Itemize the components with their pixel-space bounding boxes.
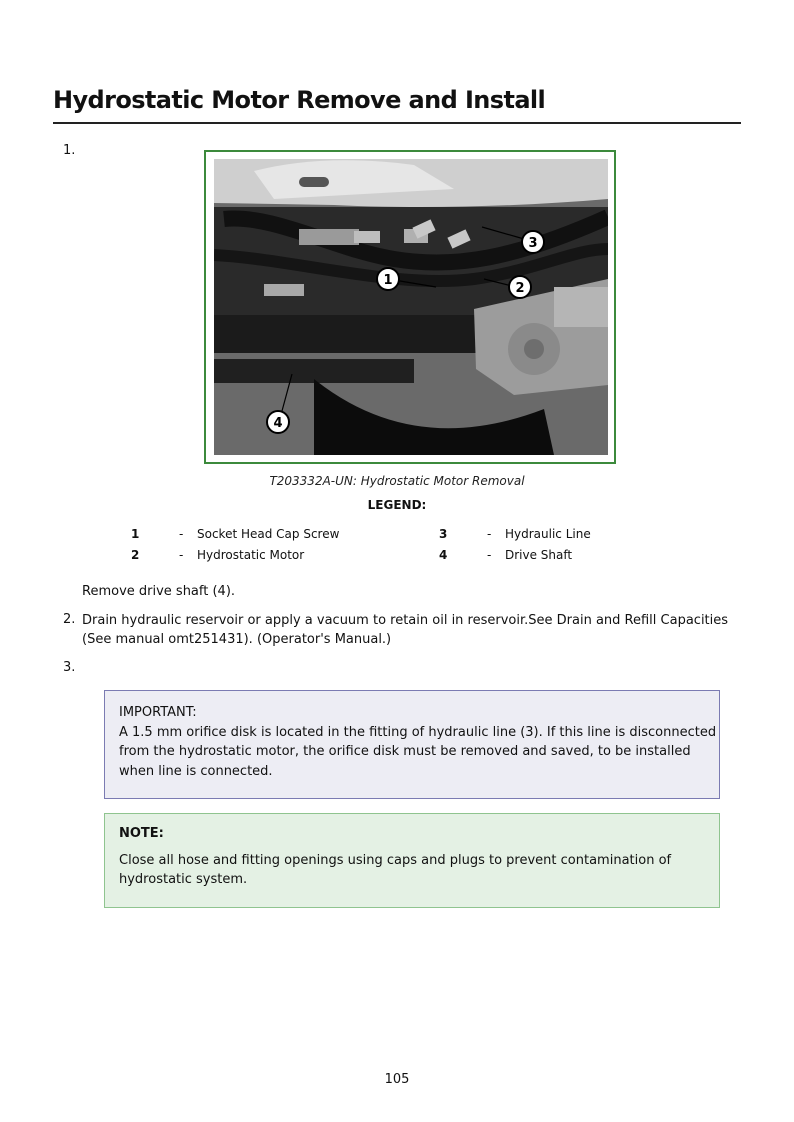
legend-item-number: 3	[439, 527, 448, 541]
title-rule	[53, 122, 741, 124]
note-line: Close all hose and fitting openings using caps and plugs to prevent contamination of	[119, 852, 672, 868]
note-heading: NOTE:	[119, 826, 164, 841]
note-line: hydrostatic system.	[119, 872, 248, 887]
figure-caption: T203332A-UN: Hydrostatic Motor Removal	[269, 474, 525, 488]
important-line: A 1.5 mm orifice disk is located in the fitting of hydraulic line (3). If this line is disconnected	[119, 724, 717, 740]
step-1-text: Remove drive shaft (4).	[82, 584, 236, 599]
step-2-text-line-2: (See manual omt251431). (Operator's Manual.)	[82, 632, 392, 647]
legend-item-number: 2	[131, 548, 140, 562]
svg-text:2: 2	[515, 281, 525, 296]
legend-item-number: 1	[131, 527, 140, 541]
callout-2	[509, 276, 531, 298]
legend-item-dash: -	[487, 527, 492, 541]
svg-text:1: 1	[383, 273, 393, 288]
legend-item-dash: -	[179, 527, 184, 541]
hydrostatic-motor-photo	[214, 159, 608, 455]
page-number: 105	[384, 1072, 410, 1087]
note-box	[104, 813, 720, 908]
step-1-number: 1.	[63, 143, 76, 158]
important-line: when line is connected.	[119, 763, 273, 779]
figure-frame	[204, 150, 616, 464]
callout-3	[522, 231, 544, 253]
step-2-text-line-1: Drain hydraulic reservoir or apply a vacuum to retain oil in reservoir.See Drain and Refill Capacities	[82, 613, 729, 628]
page-title: Hydrostatic Motor Remove and Install	[53, 86, 546, 114]
legend-item-dash: -	[487, 548, 492, 562]
legend-item-dash: -	[179, 548, 184, 562]
legend-item-label: Drive Shaft	[505, 548, 573, 562]
legend-item-label: Hydrostatic Motor	[197, 548, 305, 562]
important-box	[104, 690, 720, 799]
step-3-number: 3.	[63, 660, 76, 675]
callout-1	[377, 268, 399, 290]
legend-title: LEGEND:	[367, 498, 427, 512]
svg-text:3: 3	[528, 236, 538, 251]
legend-item-label: Hydraulic Line	[505, 527, 591, 541]
important-line: from the hydrostatic motor, the orifice disk must be removed and saved, to be installed	[119, 744, 691, 759]
svg-text:4: 4	[273, 416, 283, 431]
legend-item-label: Socket Head Cap Screw	[197, 527, 340, 541]
legend-item-number: 4	[439, 548, 448, 562]
callout-4	[267, 411, 289, 433]
step-2-number: 2.	[63, 612, 76, 627]
important-heading: IMPORTANT:	[119, 705, 197, 720]
